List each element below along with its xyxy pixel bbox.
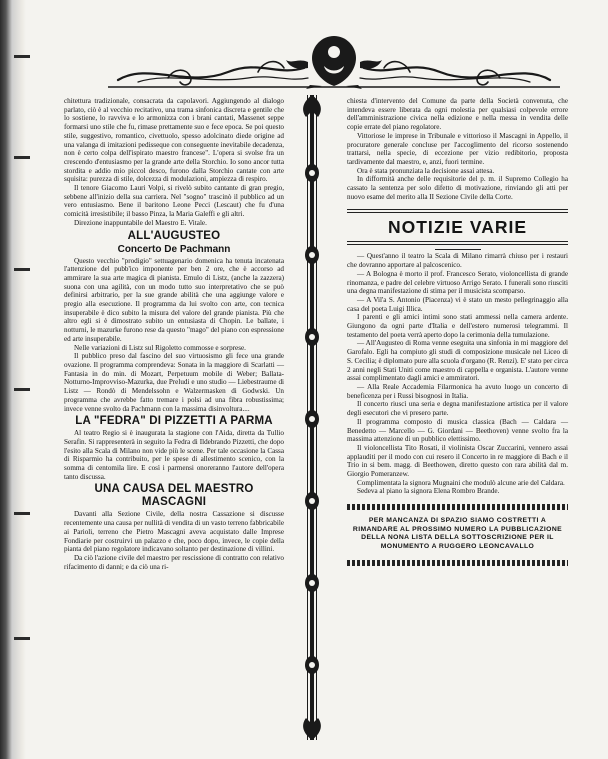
article-paragraph: Da ciò l'azione civile del maestro per rescissione di contratto con relativo rifacimento di danni; e da ciò una ri- bbox=[64, 553, 284, 571]
left-column bbox=[64, 97, 284, 571]
news-item: — A Vil'a S. Antonio (Piacenza) vi è stato un mesto pellegrinaggio alla casa del poeta Luigi Illica. bbox=[347, 295, 568, 313]
article-paragraph: chitettura tradizionale, consacrata da capolavori. Aggiungendo al dialogo parlato, ciò è al vecchio recitativo, una trama sinfonica discreta e gentile che lo sostiene, lo ravviva e lo armonizza con i brani cantati, Massenet seppe formarsi uno stile che fu, rimase prettamente suo e fece epoca. Se poi questo stile, suggestivo, romantico, civettuolo, spesso adolcinato diede origine ad una valanga di imitazioni pedisseque con conseguente inevitabile decadenza, non è certo colpa dell'ispirato maestro francese". L'opera si svolse fra un crescendo d'entusiasmo per la grande arte della Storchio. Io sono ancor tutta stordita e addio mio piccol desco, furono dalla Storchio cantate con arte squisita: purezza di stile, dolcezza di modulazioni, ampiezza di respiro. bbox=[64, 97, 284, 184]
ornamental-column-divider bbox=[297, 95, 327, 740]
article-paragraph: Davanti alla Sezione Civile, della nostra Cassazione si discusse recentemente una causa per nullità di vendita di un vasto terreno fabbricabile ai Parioli, terreno che Pietro Mascagni aveva acquistato dalle Imprese Fondiarie per costruirvi un palazzo e che, poco dopo, invece, le copie della pianta del piano regolatore indicavano soltanto per destinazione di villini. bbox=[64, 510, 284, 554]
article-paragraph: Il tenore Giacomo Lauri Volpi, si rivelò subito cantante di gran pregio, sebbene all'inizio della sua carriera. Nel "sogno" trascinò il pubblico ad un vero entusiasmo. Bene il baritono Leone Pecci (Lescaut) che fu d'una comicità irresistibile; il basso Pinza, la Maria Galeffi e gli altri. bbox=[64, 184, 284, 219]
news-item: I parenti e gli amici intimi sono stati ammessi nella camera ardente. Giungono da ogni parte d'Italia e dell'estero numerosi telegrammi. Il testamento del poeta verrà aperto dopo la cerimonia della tumulazione. bbox=[347, 313, 568, 339]
article-paragraph: Il pubblico preso dal fascino del suo virtuosismo gli fece una grande ovazione. Il programma comprendeva: Sonata in la maggiore di Scarlatti — Fantasia in do min. di Mozart, Perpetuum mobile di Weber; Ballata-Notturno-Improvviso-Mazurka, due Preludi e uno studio — Liebestraume di Listz — Rondò di Mendelssohn e Walzermasken di Godwski. Un programma che avrebbe fatto tremare i polsi ad una fibra robustissima; invece venne svolto da Pachmann con la massima disinvoltura.... bbox=[64, 352, 284, 413]
article-paragraph: Questo vecchio "prodigio" settuagenario domenica ha tenuta incatenata l'attenzione del pubb'ico imponente per ben 2 ore, che è accorso ad ammirare la sua arte magica di pianista. Emulo di Listz, (anche la zazzera) suona con una agilità, con un modo tutto suo interpretativo che se può definirsi arbitrario, per la sue grande abilità che una aggiunge valore e pregio alla esecuzione. Il programma da lui svolto con arte, con tecnica insuperabile è dico subito la misura del valore del grande pianista. Più che altro egli si è dimostrato subito un entusiasta di Chopin. Le ballate, i notturni, le mazurke furono rese da questo "mago" del piano con espressione ed arte insuperabile. bbox=[64, 256, 284, 343]
news-item: — Quest'anno il teatro la Scala di Milano rimarrà chiuso per i restauri che dovranno apportare al palcoscenico. bbox=[347, 252, 568, 270]
news-item: Sedeva al piano la signora Elena Rombro Brande. bbox=[357, 487, 500, 496]
article-paragraph: chiesta d'intervento del Comune da parte della Società convenuta, che intendeva essere liberata da ogni molestia per qualsiasi colpevole errore dell'amministrazione civica nella edizione e nella messa in vendita delle copie errate del piano regolatore. bbox=[347, 97, 568, 132]
right-column bbox=[347, 97, 568, 568]
article-paragraph: In difformità anche delle requisitorie del p. m. il Supremo Collegio ha cassato la sentenza per solo difetto di motivazione, rinviando gli atti per nuovo esame del merito alla II Sezione Civile della Corte. bbox=[347, 175, 568, 201]
heading-mascagni: UNA CAUSA DEL MAESTRO MASCAGNI bbox=[94, 483, 254, 509]
notice-box: PER MANCANZA DI SPAZIO SIAMO COSTRETTI A RIMANDARE AL PROSSIMO NUMERO LA PUBBLICAZIONE DELLA NONA LISTA DELLA SOTTOSCRIZIONE PER IL MONUMENTO A RUGGERO LEONCAVALLO bbox=[352, 517, 563, 550]
ornamental-header bbox=[108, 32, 560, 90]
heading-fedra: LA "FEDRA" DI PIZZETTI A PARMA bbox=[75, 415, 273, 428]
article-paragraph: Vittoriose le imprese in Tribunale e vittorioso il Mascagni in Appello, il procuratore generale concluse per l'accoglimento del ricorso sostenendo trattarsi, nella specie, di eccezione per vizio redibitorio, proposta tardivamente dal maestro, e, anzi, fuori termine. bbox=[347, 131, 568, 166]
double-rule bbox=[347, 209, 568, 213]
news-item: Il programma composto di musica classica (Bach — Caldara — Benedetto — Marcello — G. Giordani — Beethoven) venne svolto fra la massima attenzione di un pubblico elettissimo. bbox=[347, 417, 568, 444]
news-item: Complimentata la signora Mugnaini che modulò alcune arie del Caldara. bbox=[357, 478, 565, 487]
section-title-notizie: NOTIZIE VARIE bbox=[387, 217, 528, 238]
article-paragraph: Direzione inappuntabile del Maestro E. Vitale. bbox=[74, 218, 207, 227]
article-paragraph: Nelle variazioni di Listz sul Rigoletto commosse e sorprese. bbox=[74, 343, 246, 352]
news-item: — Alla Reale Accademia Filarmonica ha avuto luogo un concerto di beneficenza per i Russi bisognosi in Italia. bbox=[347, 382, 568, 400]
article-paragraph: Ora è stata pronunziata la decisione assai attesa. bbox=[357, 166, 495, 175]
decorative-rule bbox=[347, 504, 568, 510]
page-binding bbox=[0, 0, 26, 759]
news-item: Il violoncellista Tito Rosati, il violinista Oscar Zuccarini, vennero assai applauditi per il modo con cui resero il Concerto in re maggiore di Bach e il Trio in si bem. magg. di Beethowen, diretto questo con rara abilità dal m. Giorgio Pomeranzew. bbox=[347, 443, 568, 479]
double-rule bbox=[347, 241, 568, 245]
short-rule bbox=[435, 249, 481, 250]
notizie-heading-block bbox=[347, 209, 568, 245]
news-item: — A Bologna è morto il prof. Francesco Serato, violoncellista di grande rinomanza, e padre del celebre virtuoso Arrigo Serato. I funerali sono riusciti una degna manifestazione di stima per il musicista scomparso. bbox=[347, 269, 568, 296]
article-paragraph: Al teatro Regio si è inaugurata la stagione con l'Aida, diretta da Tullio Serafin. Si rappresenterà in seguito la Fedra di Ildebrando Pizzetti, che dopo l'esito alla Scala di Milano non vide più le scene. Per tale occasione la Cassa di Risparmio ha contribuito, per le spese di allestimento scenico, con la somma di centomila lire. E così i parmensi onoreranno l'autore dell'opera tanto discussa. bbox=[64, 429, 284, 481]
subheading-concerto: Concerto De Pachmann bbox=[117, 243, 231, 255]
news-item: Il concerto riuscì una seria e degna manifestazione artistica per il valore degli esecutori che vi presero parte. bbox=[347, 400, 568, 418]
heading-augusteo: ALL'AUGUSTEO bbox=[127, 229, 221, 242]
news-item: — All'Augusteo di Roma venne eseguita una sinfonia in mi maggiore del Garofalo. Egli ha compiuto gli studi di composizione musicale nel Liceo di S. Cecilia; è diplomato pure alla scuola d'organo (R. Renzi). E' stato per circa 2 anni negli Stati Uniti come maestro di cappella e organista. L'autore venne assai complimentato dagli amici e ammiratori. bbox=[347, 339, 568, 383]
decorative-rule bbox=[347, 560, 568, 566]
